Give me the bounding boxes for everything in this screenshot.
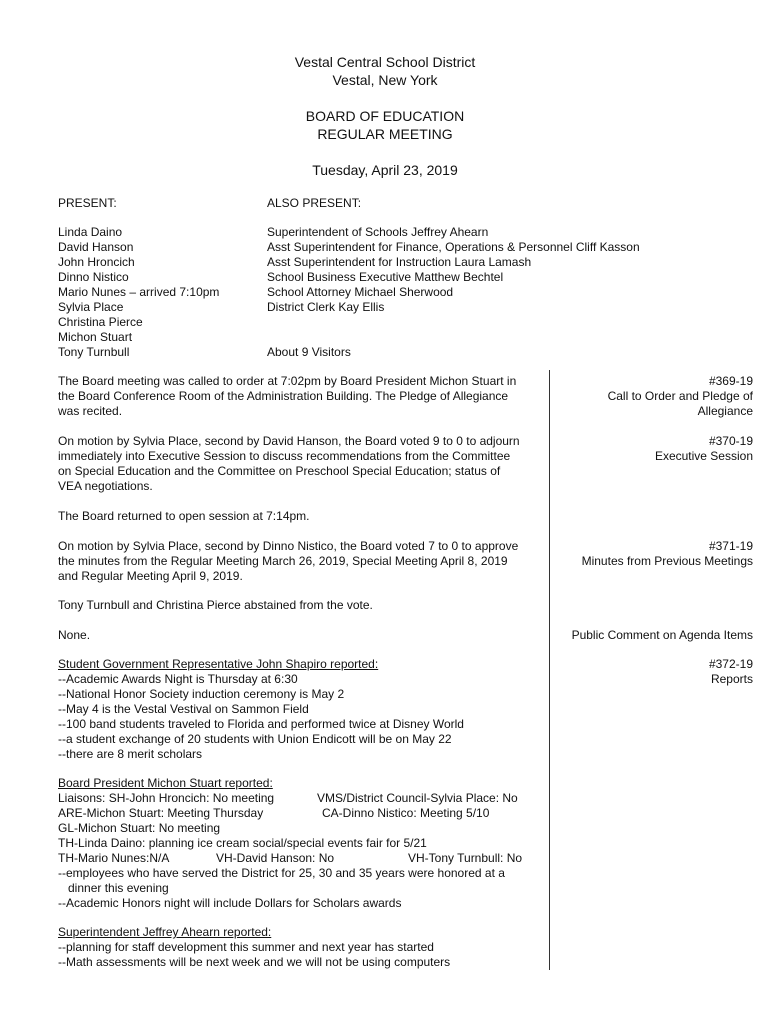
meeting-date: Tuesday, April 23, 2019 xyxy=(312,162,458,178)
present-member: John Hroncich xyxy=(58,255,135,269)
report-heading: Board President Michon Stuart reported: xyxy=(58,776,273,790)
present-member: Tony Turnbull xyxy=(58,345,130,359)
resolution-title: Allegiance xyxy=(697,404,753,418)
resolution-number: #369-19 xyxy=(708,374,753,388)
report-heading: Student Government Representative John Shapiro reported: xyxy=(58,657,379,671)
report-item: --May 4 is the Vestal Vestival on Sammon Field xyxy=(58,702,309,716)
call-to-order-paragraph: The Board meeting was called to order at 7:02pm by Board President Michon Stuart in the Board Conference Room of the Administration Building. The Pledge of Allegiance was recited. xyxy=(58,374,517,418)
liaison-vh-turnbull: VH-Tony Turnbull: No xyxy=(408,851,523,865)
present-label: PRESENT: xyxy=(58,196,117,210)
executive-session-paragraph: On motion by Sylvia Place, second by David Hanson, the Board voted 9 to 0 to adjourn immediately into Executive Session to discuss recommendations from the Committee on Special Education and the Committee on Preschool Special Education; status of VEA negotiations. xyxy=(58,434,520,493)
employees-honored: --employees who have served the District for 25, 30 and 35 years were honored at a dinner this evening xyxy=(58,866,505,895)
meeting-type: REGULAR MEETING xyxy=(317,126,453,142)
liaison-th-daino: TH-Linda Daino: planning ice cream social/special events fair for 5/21 xyxy=(58,836,427,850)
report-item: --National Honor Society induction ceremony is May 2 xyxy=(58,687,345,701)
resolution-title: Call to Order and Pledge of xyxy=(607,389,753,403)
resolution-370-heading xyxy=(655,434,753,464)
present-member: Christina Pierce xyxy=(58,315,143,329)
student-report xyxy=(58,657,464,762)
liaison-vms: VMS/District Council-Sylvia Place: No xyxy=(317,791,518,805)
present-member: Mario Nunes – arrived 7:10pm xyxy=(58,285,220,299)
resolution-371-heading xyxy=(582,539,753,569)
column-divider xyxy=(549,370,550,970)
report-heading: Superintendent Jeffrey Ahearn reported: xyxy=(58,925,272,939)
also-present-member: Asst Superintendent for Finance, Operations & Personnel Cliff Kasson xyxy=(267,240,640,254)
liaison-sh: Liaisons: SH-John Hroncich: No meeting xyxy=(58,791,275,805)
president-report-heading xyxy=(58,776,273,791)
liaison-ca: CA-Dinno Nistico: Meeting 5/10 xyxy=(322,806,490,820)
liaison-th-nunes: TH-Mario Nunes:N/A xyxy=(58,851,170,865)
also-present-member: Asst Superintendent for Instruction Laura Lamash xyxy=(267,255,532,269)
also-present-member: District Clerk Kay Ellis xyxy=(267,300,385,314)
report-item: --a student exchange of 20 students with Union Endicott will be on May 22 xyxy=(58,732,452,746)
report-item: --planning for staff development this summer and next year has started xyxy=(58,940,434,954)
approve-minutes-paragraph: On motion by Sylvia Place, second by Dinno Nistico, the Board voted 7 to 0 to approve the minutes from the Regular Meeting March 26, 2019, Special Meeting April 8, 2019 and Regular Meeting April 9, 2019. xyxy=(58,539,519,583)
abstained-note: Tony Turnbull and Christina Pierce abstained from the vote. xyxy=(58,598,373,612)
returned-open-session: The Board returned to open session at 7:14pm. xyxy=(58,509,310,523)
resolution-number: #371-19 xyxy=(708,539,753,553)
present-list xyxy=(58,225,219,360)
resolution-372-heading xyxy=(709,657,753,687)
resolution-number: #370-19 xyxy=(708,434,753,448)
also-present-member: School Attorney Michael Sherwood xyxy=(267,285,454,299)
present-member: Dinno Nistico xyxy=(58,270,129,284)
district-name: Vestal Central School District xyxy=(294,54,476,70)
liaison-gl: GL-Michon Stuart: No meeting xyxy=(58,821,221,835)
superintendent-report xyxy=(58,925,450,970)
report-item: --there are 8 merit scholars xyxy=(58,747,203,761)
resolution-369-heading xyxy=(608,374,753,419)
present-member: Sylvia Place xyxy=(58,300,124,314)
liaison-vh-hanson: VH-David Hanson: No xyxy=(216,851,335,865)
report-item: --Academic Awards Night is Thursday at 6:30 xyxy=(58,672,298,686)
present-member: David Hanson xyxy=(58,240,134,254)
resolution-title: Minutes from Previous Meetings xyxy=(581,554,753,568)
resolution-number: #372-19 xyxy=(708,657,753,671)
report-item: --100 band students traveled to Florida and performed twice at Disney World xyxy=(58,717,464,731)
visitors-count: About 9 Visitors xyxy=(267,345,351,359)
also-present-member: Superintendent of Schools Jeffrey Ahearn xyxy=(267,225,489,239)
also-present-label: ALSO PRESENT: xyxy=(267,196,362,210)
report-item: --Math assessments will be next week and we will not be using computers xyxy=(58,955,451,969)
present-member: Michon Stuart xyxy=(58,330,133,344)
public-comment-heading: Public Comment on Agenda Items xyxy=(571,628,753,642)
resolution-title: Executive Session xyxy=(654,449,753,463)
liaison-are: ARE-Michon Stuart: Meeting Thursday xyxy=(58,806,264,820)
also-present-member: School Business Executive Matthew Bechtel xyxy=(267,270,504,284)
resolution-title: Reports xyxy=(710,672,753,686)
academic-honors-note: --Academic Honors night will include Dollars for Scholars awards xyxy=(58,896,402,910)
present-member: Linda Daino xyxy=(58,225,123,239)
public-comment-text: None. xyxy=(58,628,91,642)
also-present-list xyxy=(267,225,640,315)
district-location: Vestal, New York xyxy=(332,72,438,88)
board-title: BOARD OF EDUCATION xyxy=(305,108,465,124)
